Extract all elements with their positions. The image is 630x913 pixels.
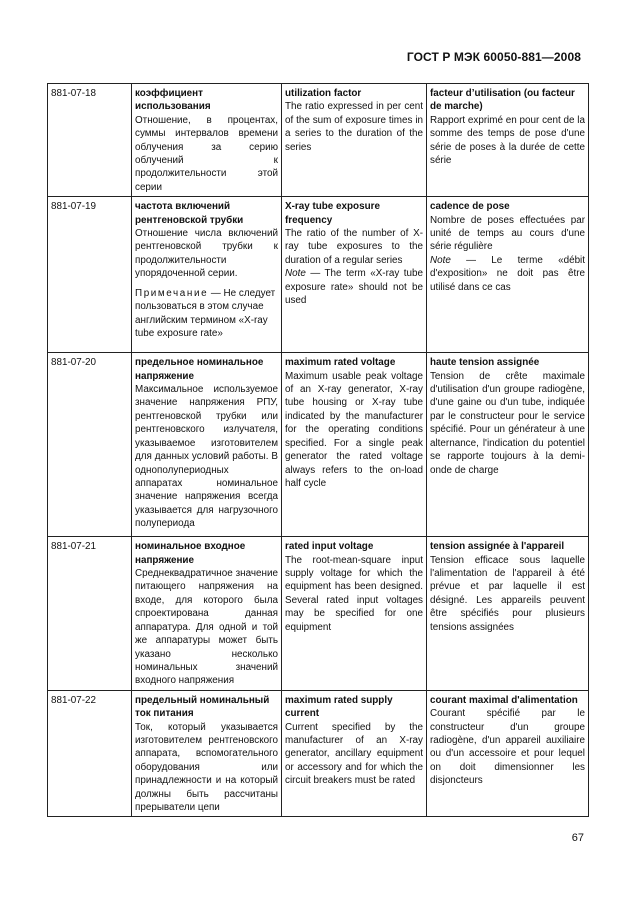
french-entry [427,197,589,353]
french-term: cadence de pose [430,201,510,213]
french-definition: Courant spécifié par le constructeur d'un groupe radiogène, d'un appareil auxiliaire ou d'un accessoire et pour lequel on doit dimensionner les disjoncteurs [430,708,585,787]
russian-note-text: — Не следует пользоваться в этом случае английским термином «X-ray tube exposure rate» [135,287,276,339]
french-term: courant maximal d'alimentation [430,694,578,706]
table-row [48,690,589,817]
english-entry [282,197,427,353]
russian-definition: Максимальное используемое значение напряжения РПУ, рентгеновской трубки или рентгеновского излучателя, указываемое изготовителем для данных условий работы. В однополупериодных аппаратах номинальное значение напряжения всегда указывается для нагрузочного полупериода [135,384,278,530]
english-term: maximum rated voltage [285,357,396,369]
russian-entry [132,353,282,537]
english-note-text: — The term «X-ray tube exposure rate» should not be used [285,268,423,307]
english-definition: The root-mean-square input supply voltage for which the equipment has been designed. Several rated input voltages may be specified for one equipment [285,554,423,633]
term-number: 881-07-21 [48,537,132,690]
english-term: rated input voltage [285,541,374,553]
french-term: haute tension assignée [430,357,540,369]
russian-term: номинальное входное напряжение [135,541,246,566]
french-entry [427,537,589,690]
english-entry [282,353,427,537]
french-term: tension assignée à l'appareil [430,541,565,553]
russian-term: коэффициент использования [135,88,211,113]
russian-entry [132,197,282,353]
page-number: 67 [571,832,584,844]
terminology-table [47,83,589,817]
russian-definition: Среднеквадратичное значение питающего напряжения на входе, для которого была спроектирована данная аппаратура. Для одной и той же аппаратуры может быть указано несколько номинальных значений входного напряжения [135,568,278,687]
english-entry [282,537,427,690]
english-definition: Maximum usable peak voltage of an X-ray generator, X-ray tube housing or X-ray tube indicated by the manufacturer for the operating conditions specified. For a single peak generator the rated voltage always refers to the on-load half cycle [285,370,423,489]
russian-note-label: Примечание [135,287,209,299]
english-note-label: Note [285,268,306,280]
russian-entry [132,690,282,817]
table-row [48,84,589,197]
english-definition: Current specified by the manufacturer of an X-ray generator, ancillary equipment or accessory and for which the circuit breakers must be rated [285,721,423,787]
table-row [48,197,589,353]
english-entry [282,690,427,817]
term-number: 881-07-19 [48,197,132,353]
russian-definition: Отношение числа включений рентгеновской трубки к продолжительности упорядоченной серии. [135,228,278,280]
french-note-label: Note [430,254,451,266]
term-number: 881-07-22 [48,690,132,817]
russian-definition: Отношение, в процентах, суммы интервалов времени облучения за серию облучений к продолжительности этой серии [135,114,278,193]
french-note-text: — Le terme «débit d'exposition» ne doit pas être utilisé dans ce cas [430,254,585,293]
russian-definition: Ток, который указывается изготовителем рентгеновского аппарата, вспомогательного оборудования или принадлежности и на который должны быть рассчитаны прерыватели цепи [135,721,278,813]
term-number: 881-07-20 [48,353,132,537]
russian-term: частота включений рентгеновской трубки [135,201,244,226]
russian-term: предельный номинальный ток питания [135,694,270,720]
english-term: maximum rated supply current [285,694,393,720]
french-entry [427,353,589,537]
table-row [48,537,589,690]
table-row [48,353,589,537]
english-definition: The ratio expressed in per cent of the sum of exposure times in a series to the duration of the series [285,101,423,153]
document-standard-header: ГОСТ Р МЭК 60050-881—2008 [406,50,581,64]
english-definition [285,227,423,307]
french-definition: Tension de crête maximale d'utilisation d'un groupe radiogène, d'une gaine ou d'un tube, indiquée par le constructeur pour le service spécifié. Pour un générateur à une alternance, l'indication du potentiel se rapporte toujours à la demi-onde de charge [430,370,585,476]
french-entry [427,84,589,197]
french-definition-text: Nombre de poses effectuées par unité de temps au cours d'une série régulière [430,214,585,253]
russian-entry [132,537,282,690]
french-definition: Rapport exprimé en pour cent de la somme des temps de pose d'une série de poses à la durée de cette série [430,114,585,167]
russian-entry [132,84,282,197]
english-term: X-ray tube exposure frequency [285,201,380,226]
french-entry [427,690,589,817]
french-definition: Tension efficace sous laquelle l'alimentation de l'appareil à été prévue et par laquelle il est désigné. Les appareils peuvent être spécifiés pour plusieurs tensions assignées [430,554,585,633]
french-term: facteur d’utilisation (ou facteur de marche) [430,88,575,113]
english-term: utilization factor [285,88,362,99]
french-definition [430,214,585,294]
english-entry [282,84,427,197]
term-number: 881-07-18 [48,84,132,197]
russian-note [135,287,278,341]
russian-term: предельное номинальное напряжение [135,357,264,382]
english-definition-text: The ratio of the number of X-ray tube exposures to the duration of a regular series [285,228,423,266]
